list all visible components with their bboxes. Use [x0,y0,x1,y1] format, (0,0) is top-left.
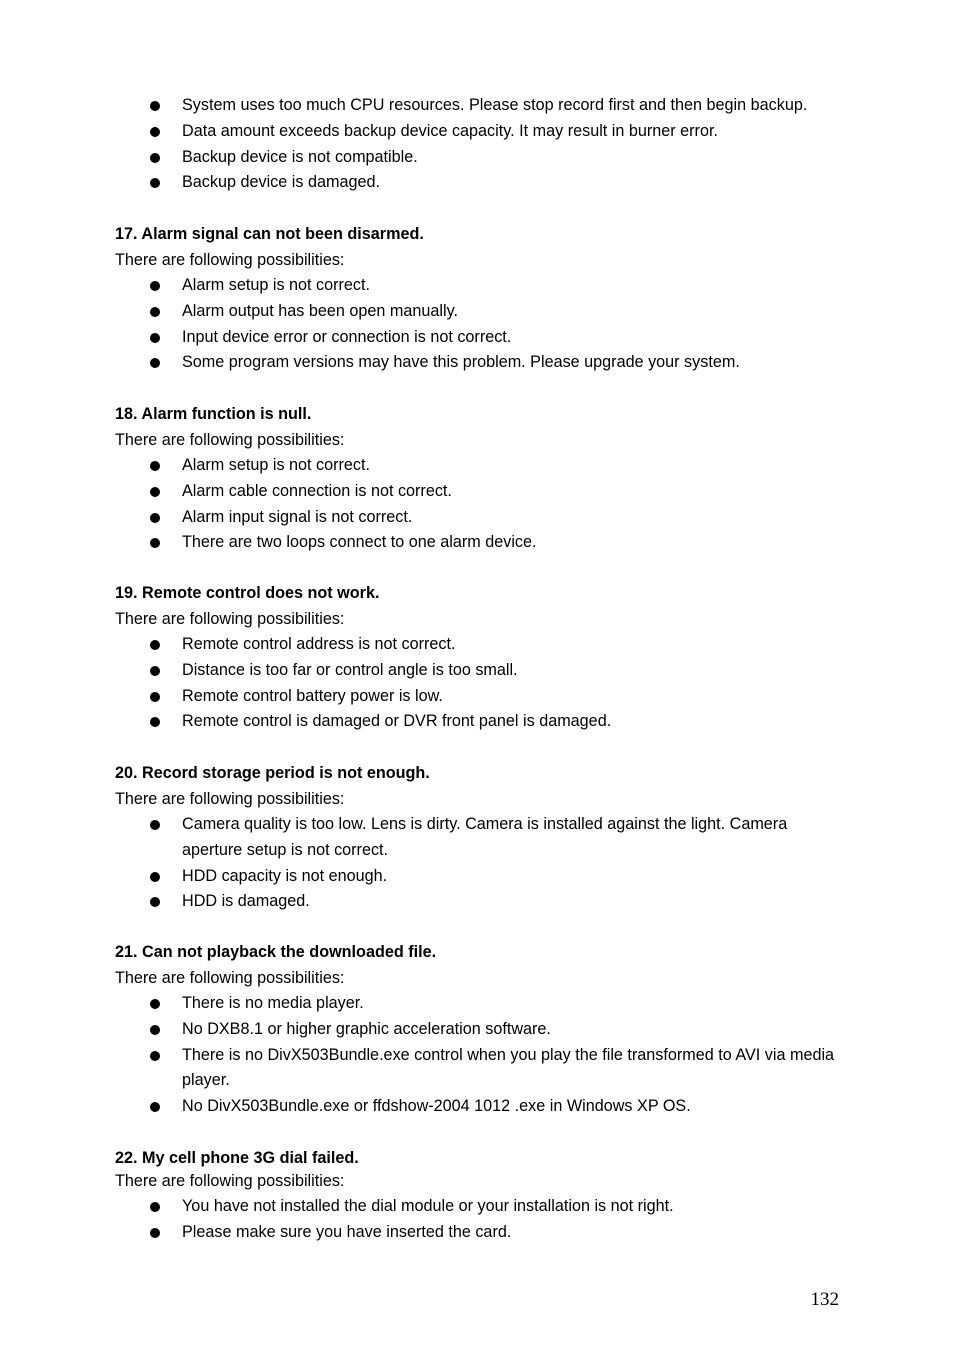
list-item [115,299,845,325]
list-item [115,1043,845,1095]
section-intro: There are following possibilities: [115,1172,345,1190]
bullet-text: Camera quality is too low. Lens is dirty. Camera is installed against the light. Camera aperture setup is not correct. [182,815,788,859]
bullet-dot-icon [150,153,160,163]
list-item [115,145,845,171]
bullet-dot-icon [150,897,160,907]
section-heading: 22. My cell phone 3G dial failed. [115,1149,359,1167]
list-item [115,453,845,479]
section-heading: 21. Can not playback the downloaded file. [115,943,437,961]
bullet-text: Remote control address is not correct. [182,635,456,653]
section-17 [115,221,845,376]
list-item [115,1220,845,1246]
bullet-dot-icon [150,538,160,548]
bullet-dot-icon [150,1102,160,1112]
bullet-dot-icon [150,640,160,650]
bullet-text: There is no media player. [182,994,364,1012]
section-19 [115,580,845,735]
list-item [115,658,845,684]
bullet-dot-icon [150,333,160,343]
bullet-text: Alarm setup is not correct. [182,456,371,474]
bullet-text: Alarm output has been open manually. [182,301,458,320]
list-item [115,864,845,890]
section-21 [115,939,845,1120]
section-intro: There are following possibilities: [115,610,345,628]
bullet-text: You have not installed the dial module or your installation is not right. [182,1197,674,1215]
list-item [115,812,845,864]
bullet-list [115,1194,845,1246]
section-22 [115,1145,845,1246]
bullet-list [115,991,845,1120]
bullet-text: There is no DivX503Bundle.exe control when you play the file transformed to AVI via media player. [182,1045,835,1090]
list-item [115,709,845,735]
section-intro: There are following possibilities: [115,431,345,449]
page-number: 132 [810,1289,839,1310]
bullet-list [115,453,845,556]
bullet-text: Input device error or connection is not correct. [182,327,512,346]
bullet-dot-icon [150,307,160,317]
bullet-text: HDD capacity is not enough. [182,866,388,885]
section-heading: 20. Record storage period is not enough. [115,764,430,782]
bullet-dot-icon [150,666,160,676]
bullet-dot-icon [150,1025,160,1035]
list-item [115,530,845,556]
bullet-dot-icon [150,281,160,291]
list-item [115,1017,845,1043]
list-item [115,889,845,915]
list-item [115,170,845,196]
top-bullet-block [115,93,845,196]
list-item [115,684,845,710]
list-item [115,119,845,145]
bullet-dot-icon [150,487,160,497]
bullet-dot-icon [150,1228,160,1238]
section-intro: There are following possibilities: [115,969,345,987]
bullet-dot-icon [150,717,160,727]
section-heading: 18. Alarm function is null. [115,405,312,423]
bullet-text: System uses too much CPU resources. Please stop record first and then begin backup. [182,96,808,114]
bullet-text: No DivX503Bundle.exe or ffdshow-2004 1012 .exe in Windows XP OS. [182,1097,691,1116]
bullet-dot-icon [150,358,160,368]
list-item [115,350,845,376]
bullet-dot-icon [150,820,160,830]
bullet-text: There are two loops connect to one alarm device. [182,533,537,552]
bullet-text: Some program versions may have this problem. Please upgrade your system. [182,353,740,372]
list-item [115,632,845,658]
list-item [115,1194,845,1220]
list-item [115,93,845,119]
list-item [115,273,845,299]
bullet-dot-icon [150,692,160,702]
bullet-dot-icon [150,178,160,188]
bullet-dot-icon [150,101,160,111]
bullet-text: Alarm setup is not correct. [182,276,371,294]
list-item [115,505,845,531]
bullet-list [115,273,845,376]
bullet-text: Backup device is damaged. [182,173,380,192]
bullet-text: No DXB8.1 or higher graphic acceleration software. [182,1019,551,1038]
bullet-text: Distance is too far or control angle is too small. [182,660,518,679]
bullet-dot-icon [150,872,160,882]
bullet-dot-icon [150,127,160,137]
section-intro: There are following possibilities: [115,790,345,808]
bullet-dot-icon [150,1202,160,1212]
section-intro: There are following possibilities: [115,251,345,269]
bullet-text: Please make sure you have inserted the card. [182,1222,512,1241]
bullet-text: Data amount exceeds backup device capacity. It may result in burner error. [182,121,718,140]
bullet-text: Backup device is not compatible. [182,147,418,166]
bullet-text: Remote control battery power is low. [182,686,443,705]
bullet-text: Alarm input signal is not correct. [182,507,413,526]
bullet-dot-icon [150,513,160,523]
section-heading: 19. Remote control does not work. [115,584,380,602]
section-heading: 17. Alarm signal can not been disarmed. [115,225,424,243]
section-18 [115,401,845,556]
bullet-list [115,93,845,196]
bullet-dot-icon [150,999,160,1009]
bullet-dot-icon [150,1051,160,1061]
section-20 [115,760,845,915]
list-item [115,479,845,505]
list-item [115,1094,845,1120]
list-item [115,325,845,351]
bullet-text: Alarm cable connection is not correct. [182,481,452,500]
bullet-text: Remote control is damaged or DVR front panel is damaged. [182,712,612,731]
bullet-text: HDD is damaged. [182,892,310,911]
bullet-list [115,632,845,735]
bullet-dot-icon [150,461,160,471]
list-item [115,991,845,1017]
bullet-list [115,812,845,915]
